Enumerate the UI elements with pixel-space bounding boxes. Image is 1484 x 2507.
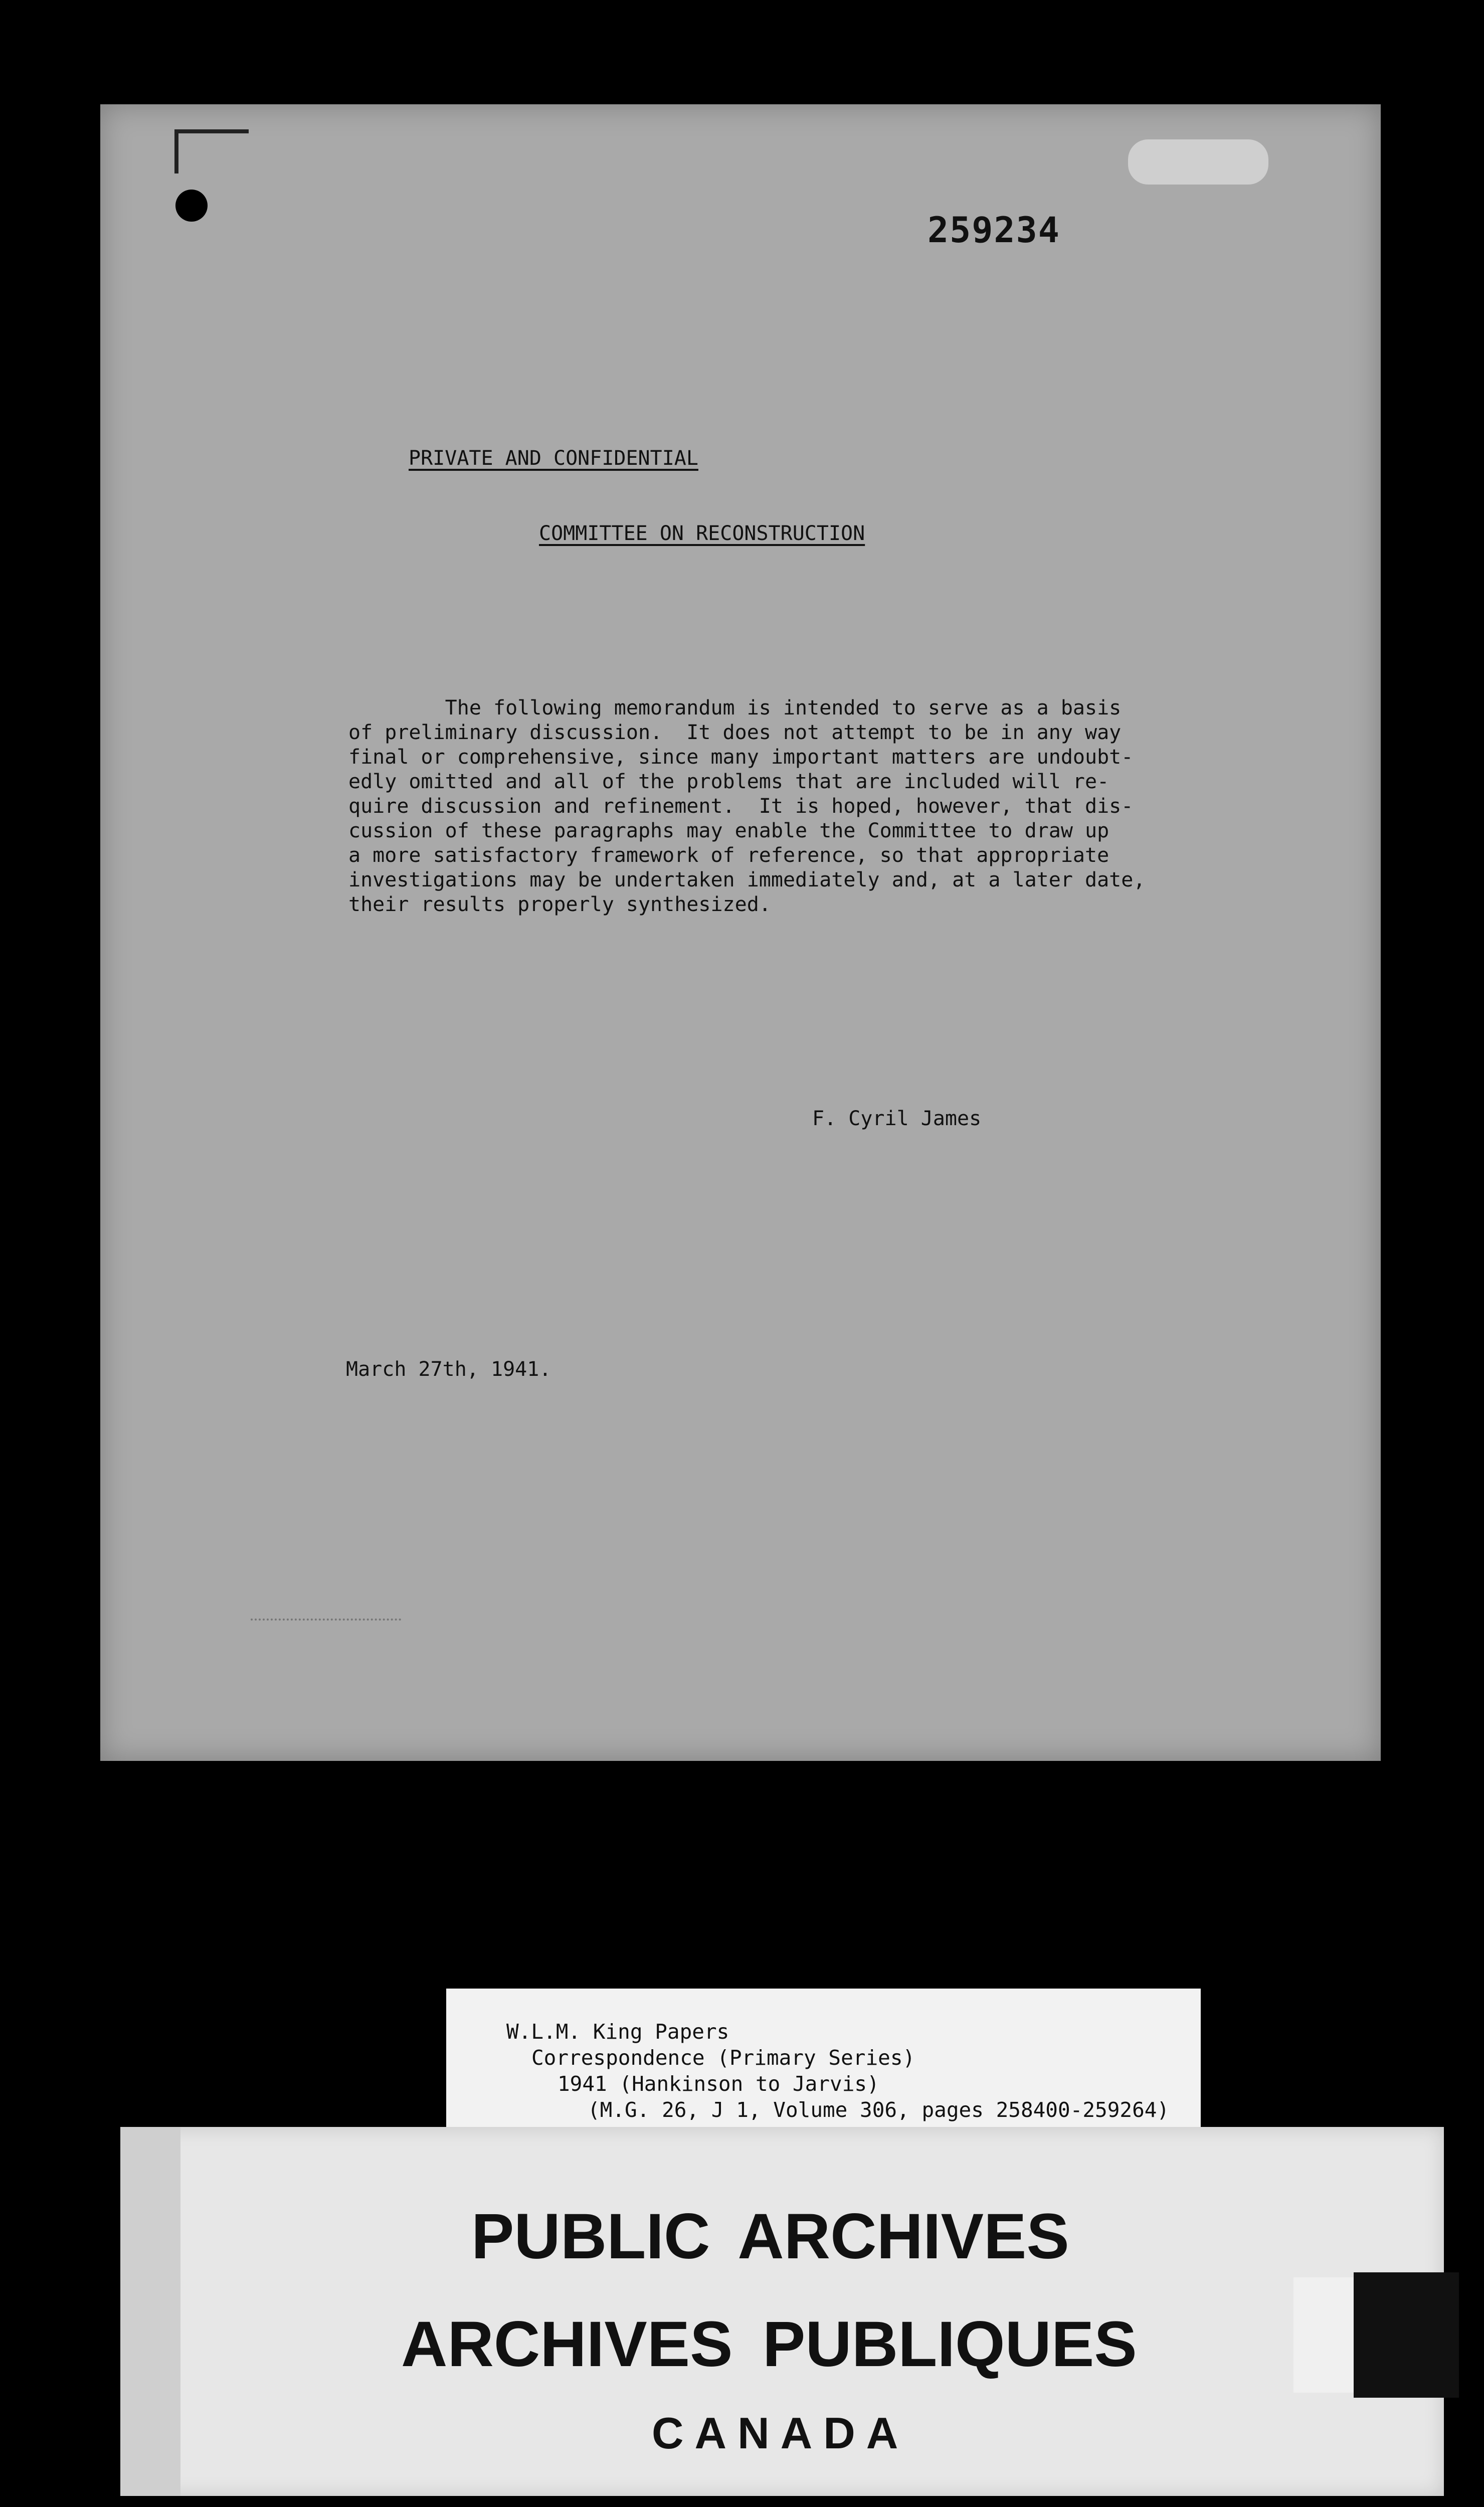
banner-line-country: CANADA	[652, 2408, 909, 2458]
smudge-mark	[251, 1619, 401, 1631]
committee-heading: COMMITTEE ON RECONSTRUCTION	[539, 522, 865, 545]
banner-edge	[120, 2127, 180, 2496]
label-line-4: (M.G. 26, J 1, Volume 306, pages 258400-259264)	[588, 2098, 1170, 2122]
banner-line-english: PUBLIC ARCHIVES	[471, 2201, 1069, 2272]
corner-mark	[174, 129, 249, 173]
banner-tab-dark	[1354, 2272, 1459, 2398]
memo-date: March 27th, 1941.	[346, 1358, 551, 1381]
signature: F. Cyril James	[812, 1107, 982, 1130]
public-archives-banner	[120, 2127, 1444, 2496]
banner-line-french: ARCHIVES PUBLIQUES	[401, 2308, 1137, 2380]
label-line-1: W.L.M. King Papers	[506, 2020, 729, 2044]
memo-page	[100, 104, 1381, 1761]
label-line-2: Correspondence (Primary Series)	[531, 2046, 915, 2070]
faded-stamp	[1128, 139, 1268, 185]
punch-hole	[175, 190, 208, 222]
document-number: 259234	[928, 210, 1060, 251]
memo-body: The following memorandum is intended to serve as a basis of preliminary discussion. It does not attempt to be in any way final or comprehensive, since many important matters are undoubt- edly omitted and all of the problems that are included will re- quire discussion and refinement. It is hoped, however, that dis- cussion of these paragraphs may enable the Committee to draw up a more satisfactory framework of reference, so that appropriate investigations may be undertaken immediately and, at a later date, their results properly synthesized.	[348, 696, 1146, 916]
archive-label-card	[446, 1989, 1201, 2139]
label-line-3: 1941 (Hankinson to Jarvis)	[558, 2072, 879, 2096]
confidential-heading: PRIVATE AND CONFIDENTIAL	[409, 447, 698, 470]
